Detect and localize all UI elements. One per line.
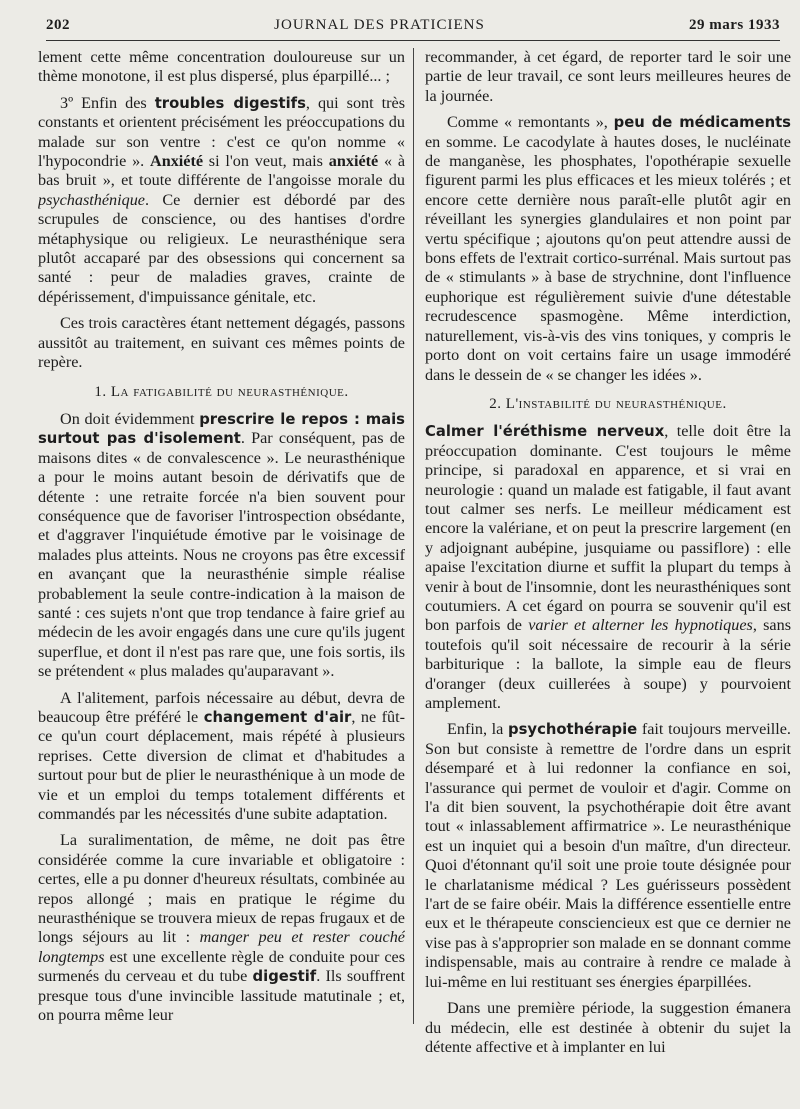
paragraph: lement cette même concentration douloureuse sur un thème monotone, il est plus dispersé, plus éparpillé... ; [38,48,405,86]
paragraph: A l'alitement, parfois nécessaire au début, devra de beaucoup être préféré le changement d'air, ne fût-ce qu'un court déplacement, mais répété à plusieurs reprises. Cette diversion de climat et d'habitudes a surtout pour but de plier le neurasthénique à un mode de vie et un emploi du temps totalement différents et commandés par les nécessités d'une subite adaptation. [38,688,405,824]
paragraph: Ces trois caractères étant nettement dégagés, passons aussitôt au traitement, en suivant ces mêmes points de repère. [38,314,405,372]
paragraph: La suralimentation, de même, ne doit pas être considérée comme la cure invariable et obligatoire : certes, elle a pu donner d'heureux résultats, combinée au repos allongé ; mais en pratique le régime du neurasthénique se trouvera mieux de repas frugaux et de longs séjours au lit : manger peu et rester couché longtemps est une excellente règle de conduite pour ces surmenés du cerveau et du tube digestif. Ils souffrent presque tous d'une invincible lassitude matutinale ; et, on pourra même leur [38,831,405,1025]
header-rule [46,40,780,41]
paragraph: On doit évidemment prescrire le repos : mais surtout pas d'isolement. Par conséquent, pas de maisons dites « de convalescence ». Le neurasthénique a pour le moins autant besoin de dérivatifs que de détente : une retraite forcée n'a bien souvent pour conséquence que de favoriser l'introspection obsédante, et d'aggraver l'inquiétude émotive par le voisinage de malades plus atteints. Nous ne croyons pas être excessif en avançant que la neurasthénie simple réalise probablement la seule contre-indication à la maison de santé : ces sujets n'ont que trop tendance à faire grief au médecin de les avoir engagés dans une cure qu'ils jugent superflue, et dont il n'est pas rare que, une fois sortis, ils se prétendent « plus malades qu'auparavant ». [38,409,405,681]
section-heading: 2. L'instabilité du neurasthénique. [489,395,727,412]
section-heading: 1. La fatigabilité du neurasthénique. [94,383,349,400]
page-header [46,12,780,38]
paragraph: recommander, à cet égard, de reporter tard le soir une partie de leur travail, ce sont leurs meilleures heures de la journée. [425,48,791,105]
paragraph: Enfin, la psychothérapie fait toujours merveille. Son but consiste à remettre de l'ordre dans un esprit désemparé et à lui redonner la confiance en soi, l'assurance qui permet de vouloir et d'agir. Comme on l'a dit bien souvent, la psychothérapie doit être avant tout « inlassablement affirmatrice ». Le neurasthénique est un inquiet qui a besoin d'un maître, d'un directeur. Quoi d'étonnant qu'il soit une proie toute désignée pour le charlatanisme médical ? Les guérisseurs possèdent l'art de se faire obéir. Mais la différence essentielle entre eux et le thérapeute consciencieux est que ce dernier ne vise pas à s'approprier son malade en se donnant comme indispensable, mais au contraire à rendre ce malade à lui-même en lui restituant ses énergies éparpillées. [425,720,791,991]
journal-title: JOURNAL DES PRATICIENS [274,16,485,33]
paragraph: 3º Enfin des troubles digestifs, qui sont très constants et orientent précisément les préoccupations du malade sur son ventre : c'est ce qu'on nomme « l'hypocondrie ». Anxiété si l'on veut, mais anxiété « à bas bruit », et toute différente de l'angoisse morale du psychasthénique. Ce dernier est débordé par des scrupules de conscience, ou des hantises d'ordre métaphysique ou religieux. Le neurasthénique sera plutôt accaparé par des obsessions qui concernent sa santé : peur de maladies graves, crainte de dépérissement, d'impuissance génitale, etc. [38,93,405,306]
paragraph: Calmer l'éréthisme nerveux, telle doit être la préoccupation dominante. C'est toujours le même principe, si paradoxal en apparence, et si vrai en neurologie : quand un malade est fatigable, il faut avant tout calmer ses nerfs. Le meilleur médicament est encore la valériane, et on peut la prescrire largement (en y adjoignant aubépine, jusquiame ou passiflore) : elle apaise l'excitation diurne et suffit la plupart du temps à venir à bout de l'insomnie, dont les neurasthéniques sont coutumiers. A cet égard on pourra se souvenir qu'il est bon parfois de varier et alterner les hypnotiques, sans toutefois qu'il soit nécessaire de recourir à la série barbiturique : la ballote, la simple eau de fleurs d'oranger (deux cuillerées à soupe) y pourvoient amplement. [425,422,791,712]
paragraph: Dans une première période, la suggestion émanera du médecin, elle est destinée à obtenir du sujet la détente affective et à implanter en lui [425,999,791,1056]
right-column [425,48,791,1101]
column-divider [413,48,414,1024]
paragraph: Comme « remontants », peu de médicaments en somme. Le cacodylate à hautes doses, le nucléinate de manganèse, les phosphates, l'opothérapie sexuelle figurent parmi les plus efficaces et les mieux tolérés ; et encore cette dernière nous paraît-elle plutôt agir en réveillant les synergies glandulaires et non point par vertu spécifique ; ajoutons qu'on peut attendre aussi de bons effets de l'extrait cortico-surrénal. Mais surtout pas de « stimulants » à base de strychnine, dont l'influence euphorique est régulièrement suivie d'une détestable recrudescence spasmogène. Même interdiction, naturellement, vis-à-vis des vins toniques, y compris le porto dont on voit certains faire un usage immodéré dans le dessein de « se changer les idées ». [425,113,791,384]
issue-date: 29 mars 1933 [688,16,780,33]
page-number: 202 [46,16,70,33]
left-column [38,48,405,1101]
